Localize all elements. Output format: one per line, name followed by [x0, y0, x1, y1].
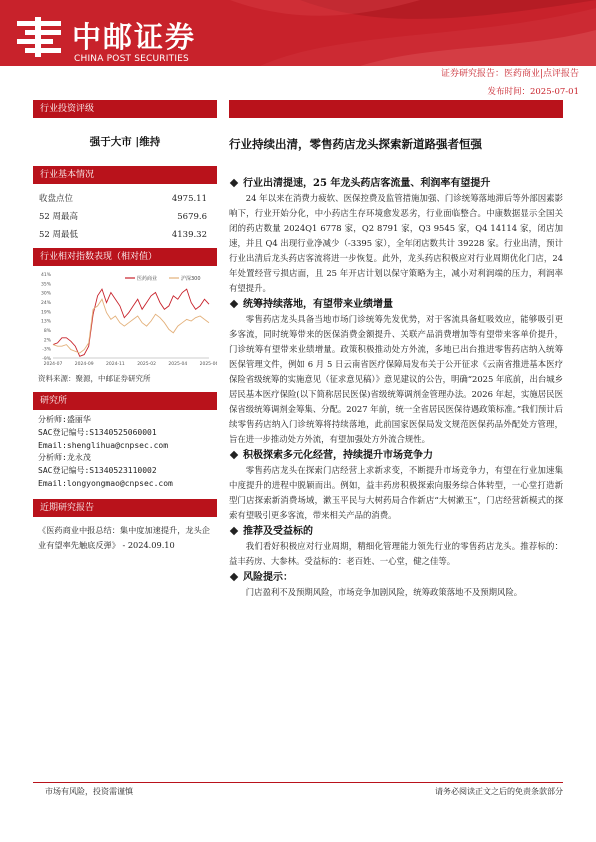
y-tick-label: 2%: [43, 338, 51, 344]
report-header: [0, 0, 596, 66]
line-chart-svg: [33, 266, 217, 372]
x-tick-label: 2024-09: [74, 362, 94, 367]
y-tick-label: 41%: [40, 273, 51, 278]
x-tick-label: 2024-07: [43, 362, 63, 367]
analyst-line: SAC登记编号:S1340523110002: [38, 466, 157, 476]
basics-table: [33, 184, 217, 248]
section-heading: 推荐及受益标的: [229, 524, 563, 539]
y-tick-label: 8%: [43, 329, 51, 334]
y-tick-label: -3%: [42, 347, 51, 353]
basics-value: 5679.6: [177, 212, 207, 222]
recent-report-link[interactable]: 《医药商业中报总结：集中度加速提升，龙头企业有望率先触底反弹》 - 2024.09.10: [38, 524, 210, 550]
relative-index-chart: [33, 266, 217, 372]
y-tick-label: 24%: [40, 301, 51, 306]
section-paragraph: 24 年以来在消费力疲软、医保控费及监管措施加强、门诊统筹落地滞后等外部因素影响下，行业开始分化，中小药店生存环境愈发恶劣，行业面临整合。中康数据显示全国关闭的药店数量 2024Q1 6778 家，Q2 8791 家，Q3 9545 家，Q4 14114 家，闭店加速，并且 Q4 出现行业净减少（-3395 家），全年闭店数共计 39228 家。行业出清，预计行业出清后龙头药店客流将进一步恢复。此外，龙头药店积极应对行业周期优化门店，24 年处置经营亏损店面，且 25 年开店计划以保守策略为主，减小对利润端的压力，利润率有望提升。: [229, 193, 563, 293]
y-tick-label: -9%: [42, 357, 51, 362]
left-sidebar: [33, 100, 217, 553]
x-tick-label: 2025-02: [137, 362, 157, 367]
section-bar-basics: 行业基本情况: [33, 166, 217, 184]
legend-label: 沪深300: [181, 276, 201, 282]
basics-label: 52 周最高: [39, 212, 79, 222]
analyst-email[interactable]: Email:shenglihua@cnpsec.com: [38, 440, 169, 450]
section-bar-performance: 行业相对指数表现（相对值）: [33, 248, 217, 266]
footer-risk-note: 市场有风险，投资需谨慎: [45, 787, 133, 796]
basics-row: [33, 226, 217, 244]
y-tick-label: 35%: [40, 282, 51, 288]
brand-name-cn: 中邮证券: [72, 20, 197, 54]
section-paragraph: 门店盈利不及预期风险，市场竞争加剧风险，统筹政策落地不及预期风险。: [245, 587, 523, 597]
y-tick-label: 30%: [40, 291, 51, 297]
basics-row: [33, 208, 217, 226]
analyst-line: 分析师:盛丽华: [38, 415, 91, 424]
legend-label: 医药商业: [137, 276, 158, 282]
basics-label: 52 周最低: [39, 230, 79, 240]
section-heading: 积极探索多元化经营，持续提升市场竞争力: [229, 448, 563, 463]
analyst-line: 分析师:龙永茂: [38, 453, 91, 463]
analyst-line: SAC登记编号:S1340525060001: [38, 427, 157, 437]
basics-label: 收盘点位: [39, 194, 74, 204]
chart-source: 资料来源：聚源，中邮证券研究所: [38, 374, 151, 383]
report-title: 行业持续出清，零售药店龙头探索新道路强者恒强: [229, 137, 482, 151]
basics-row: [33, 190, 217, 208]
x-tick-label: 2025-04: [168, 362, 188, 367]
series-line: [53, 299, 209, 353]
main-content: [229, 100, 563, 597]
section-heading: 风险提示：: [229, 570, 563, 585]
basics-value: 4975.11: [171, 194, 207, 204]
title-accent-bar: [229, 100, 563, 118]
china-post-logo-icon: [17, 17, 61, 57]
industry-rating: 强于大市 |维持: [89, 136, 161, 148]
report-body: [229, 176, 563, 601]
report-type: 证券研究报告：医药商业|点评报告: [440, 69, 579, 79]
section-bar-rating: 行业投资评级: [33, 100, 217, 118]
section-paragraph: 我们看好积极应对行业周期，精细化管理能力领先行业的零售药店龙头。推荐标的：益丰药房、大参林。受益标的：老百姓、一心堂，健之佳等。: [229, 541, 563, 566]
footer-disclaimer-note: 请务必阅读正文之后的免责条款部分: [435, 787, 563, 796]
basics-value: 4139.32: [171, 230, 207, 240]
analyst-email[interactable]: Email:longyongmao@cnpsec.com: [38, 478, 173, 488]
section-bar-research: 研究所: [33, 392, 217, 410]
brand-name-en: CHINA POST SECURITIES: [74, 54, 189, 64]
y-tick-label: 13%: [40, 319, 51, 325]
section-heading: 统筹持续落地，有望带来业绩增量: [229, 297, 563, 312]
x-tick-label: 2024-11: [105, 362, 125, 367]
section-heading: 行业出清提速，25 年龙头药店客流量、利润率有望提升: [229, 176, 563, 191]
series-line: [53, 289, 209, 356]
x-tick-label: 2025-06: [199, 362, 217, 367]
section-paragraph: 零售药店龙头在探索门店经营上求新求变，不断提升市场竞争力，有望在行业加速集中度提升的进程中脱颖而出。例如，益丰药房积极探索向服务综合体转型，一心堂打造新型门店探索新消费场域，漱玉平民与大树药局合作新店“大树漱玉”，门店经营新模式的探索有望吸引更多客流，带来相关产品的消费。: [229, 465, 563, 520]
section-paragraph: 零售药店龙头具备当地市场门诊统筹先发优势，对于客流具备虹吸效应，能够吸引更多客流，同时统筹带来的医保消费金额提升、关联产品消费增加等有望带来客单价提升，门诊统筹有望带来业绩增量。政策积极推动处方外流，多地已出台推进零售药店纳入统筹医保管理文件，例如 6 月 5 日云南省医疗保障局发布关于公开征求《云南省推进基本医疗保险省级统筹的实施意见（征求意见稿）》意见建议的公告，明确“2025 年底前，出台城乡居民基本医疗保险(以下简称居民医保)省级统筹调剂金管理办法。2026 年起，实施居民医保省级统筹调剂金筹集、分配。2027 年前，统一全省居民医保待遇政策标准。”我们预计后续零售药店纳入门诊统筹将持续落地，此前国家医保局发文规范医保药品外配处方管理，旨在进一步推动处方外流，有望加强处方外流合规性。: [229, 314, 563, 444]
footer-divider: [33, 782, 563, 783]
y-tick-label: 19%: [40, 310, 51, 316]
release-date: 发布时间：2025-07-01: [487, 87, 579, 97]
analyst-list: [33, 410, 217, 499]
section-bar-recent: 近期研究报告: [33, 499, 217, 517]
